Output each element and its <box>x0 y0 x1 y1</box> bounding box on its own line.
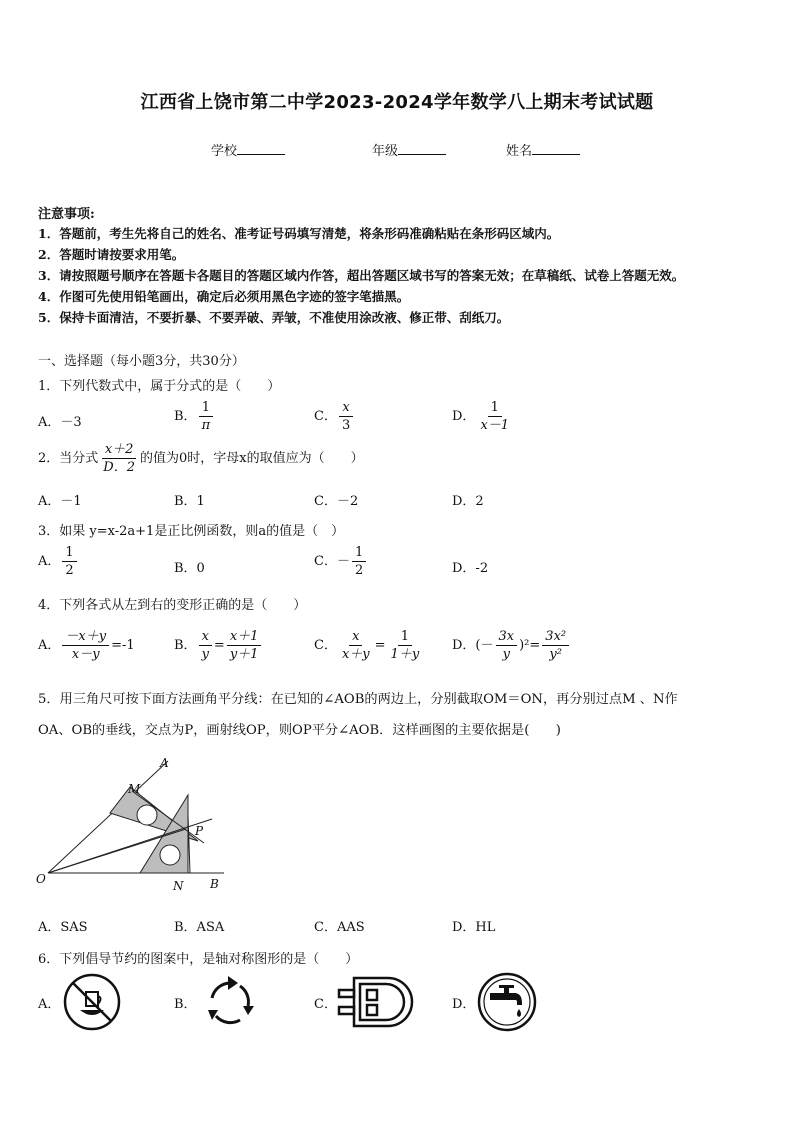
q3-option-b[interactable]: B．0 <box>174 561 205 576</box>
q2-option-c[interactable]: C．－2 <box>314 494 359 509</box>
label-b: B <box>210 877 219 891</box>
q5-option-a[interactable]: A．SAS <box>38 920 88 935</box>
q2-option-a[interactable]: A．－1 <box>38 494 82 509</box>
no-food-waste-icon <box>62 972 122 1032</box>
q4-option-c[interactable]: C． $\frac{x}{x+y}$ = $\frac{1}{1+y}$ <box>314 629 420 662</box>
ruler-hole-2 <box>160 845 180 865</box>
q1-option-b[interactable]: B． $\frac{1}{\pi}$ <box>174 400 215 433</box>
label-o: O <box>36 872 46 886</box>
water-saving-icon <box>476 971 538 1033</box>
q3-option-a[interactable]: A． $\frac{1}{2}$ <box>38 545 79 578</box>
notes-heading: 注意事项: <box>38 207 95 222</box>
recycle-arrows-icon <box>200 972 260 1032</box>
q4-option-a[interactable]: A． $\frac{-x+y}{x-y}$ =-1 <box>38 629 135 662</box>
q6-option-a[interactable]: A． <box>38 997 61 1012</box>
q6-option-c[interactable]: C． <box>314 997 337 1012</box>
q3-option-d[interactable]: D．-2 <box>452 561 489 576</box>
question-2-stem: 2．当分式 $\frac{x+2}{D.2}$ 的值为0时，字母x的取值应为（ ） <box>38 442 364 475</box>
ruler-hole-1 <box>137 805 157 825</box>
note-item: 3．请按照题号顺序在答题卡各题目的答题区域内作答，超出答题区域书写的答案无效；在草稿纸、试卷上答题无效。 <box>38 268 685 283</box>
q1-option-a[interactable]: A．－3 <box>38 415 82 430</box>
note-item: 5．保持卡面清洁，不要折暴、不要弄破、弄皱，不准使用涂改液、修正带、刮纸刀。 <box>38 310 510 325</box>
q2-option-d[interactable]: D．2 <box>452 494 484 509</box>
label-n: N <box>173 879 184 893</box>
name-field[interactable]: 姓名 <box>506 140 580 159</box>
question-5-line-2: OA、OB的垂线，交点为P，画射线OP，则OP平分∠AOB．这样画图的主要依据是( ) <box>38 723 561 738</box>
q5-option-d[interactable]: D．HL <box>452 920 496 935</box>
plug-icon <box>336 974 418 1030</box>
q1-option-d[interactable]: D． $\frac{1}{x-1}$ <box>452 400 510 433</box>
q5-option-b[interactable]: B．ASA <box>174 920 225 935</box>
q5-option-c[interactable]: C．AAS <box>314 920 365 935</box>
question-4-stem: 4．下列各式从左到右的变形正确的是（ ） <box>38 598 307 613</box>
note-item: 4．作图可先使用铅笔画出，确定后必须用黑色字迹的签字笔描黑。 <box>38 289 410 304</box>
grade-field[interactable]: 年级 <box>372 140 446 159</box>
q3-option-c[interactable]: C．－ $\frac{1}{2}$ <box>314 545 368 578</box>
school-field[interactable]: 学校 <box>211 140 285 159</box>
q4-option-d[interactable]: D．(－ $\frac{3x}{y}$ )²= $\frac{\text{3x²}}{\text{y²}}$ <box>452 629 571 662</box>
label-a: A <box>160 756 169 770</box>
q2-option-b[interactable]: B．1 <box>174 494 205 509</box>
label-m: M <box>128 782 141 796</box>
q4-option-b[interactable]: B． $\frac{x}{y}$ = $\frac{x+1}{y+1}$ <box>174 629 263 662</box>
question-1-stem: 1．下列代数式中，属于分式的是（ ） <box>38 379 281 394</box>
question-6-stem: 6．下列倡导节约的图案中，是轴对称图形的是（ ） <box>38 952 359 967</box>
note-item: 2．答题时请按要求用笔。 <box>38 247 185 262</box>
q1-option-c[interactable]: C． $\frac{x}{3}$ <box>314 400 355 433</box>
angle-bisector-figure <box>30 755 230 895</box>
q6-option-d[interactable]: D． <box>452 997 476 1012</box>
section-heading: 一、选择题（每小题3分，共30分） <box>38 354 245 369</box>
question-3-stem: 3．如果 y=x-2a+1是正比例函数，则a的值是（ ） <box>38 524 345 539</box>
question-5-line-1: 5．用三角尺可按下面方法画角平分线：在已知的∠AOB的两边上，分别截取OM＝ON，再分别过点M 、N作 <box>38 692 678 707</box>
note-item: 1．答题前，考生先将自己的姓名、准考证号码填写清楚，将条形码准确粘贴在条形码区域内。 <box>38 226 560 241</box>
label-p: P <box>195 824 204 838</box>
page-title: 江西省上饶市第二中学2023-2024学年数学八上期末考试试题 <box>140 92 654 113</box>
q6-option-b[interactable]: B． <box>174 997 197 1012</box>
